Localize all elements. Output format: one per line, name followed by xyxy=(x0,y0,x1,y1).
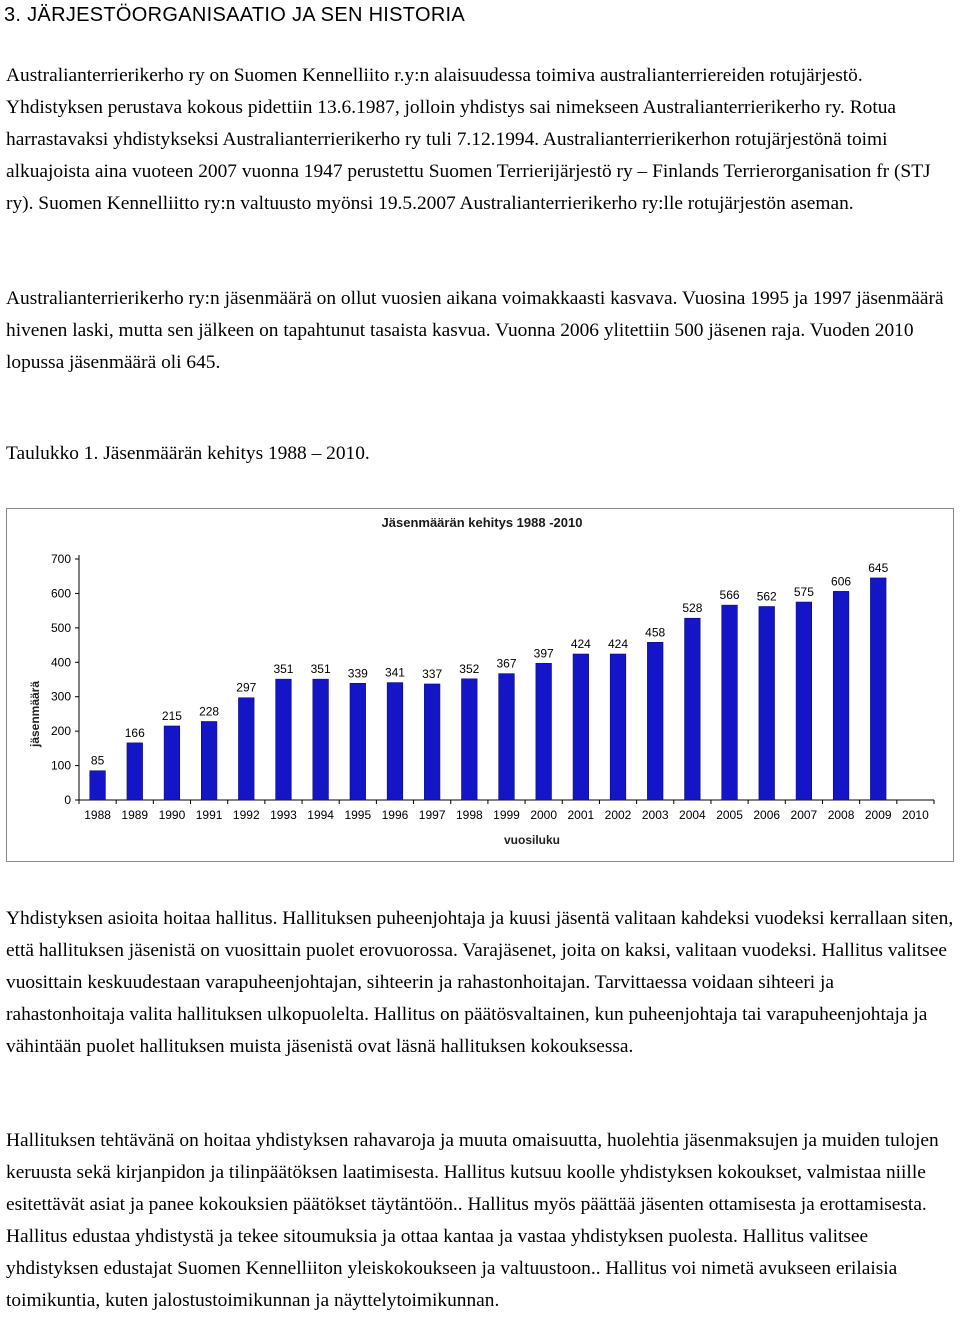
bar-value-label: 215 xyxy=(161,708,182,723)
x-tick-label: 1993 xyxy=(270,808,297,822)
bar xyxy=(647,642,663,800)
bar xyxy=(276,679,292,800)
x-tick-label: 1989 xyxy=(121,808,149,822)
x-tick-label: 2008 xyxy=(827,808,855,822)
paragraph-board: Yhdistyksen asioita hoitaa hallitus. Hallituksen puheenjohtaja ja kuusi jäsentä valitaan kahdeksi vuodeksi kerrallaan siten, että hallituksen jäsenistä on vuosittain puolet erovuorossa. Varajäsenet, joita on kaksi, valitaan vuodeksi. Hallitus valitsee vuosittain keskuudestaan varapuheenjohtajan, sihteerin ja rahastonhoitajan. Tarvittaessa voidaan sihteeri ja rahastonhoitaja valita hallituksen ulkopuolelta. Hallitus on päätösvaltainen, kun puheenjohtaja tai varapuheenjohtaja ja vähintään puolet hallituksen muista jäsenistä ovat läsnä hallituksen kokouksessa. xyxy=(6,908,954,1057)
paragraph-board-duties: Hallituksen tehtävänä on hoitaa yhdistyksen rahavaroja ja muuta omaisuutta, huolehtia jäsenmaksujen ja muiden tulojen keruusta sekä kirjanpidon ja tilinpäätöksen laatimisesta. Hallitus kutsuu koolle yhdistyksen kokoukset, valmistaa niille esitettävät asiat ja panee kokouksien päätökset täytäntöön.. Hallitus myös päättää jäsenten ottamisesta ja erottamisesta. Hallitus edustaa yhdistystä ja tekee sitoumuksia ja ottaa kantaa ja vastaa yhdistyksen puolesta. Hallitus valitsee yhdistyksen edustajat Suomen Kennelliiton yleiskokoukseen ja valtuustoon.. Hallitus voi nimetä avukseen erilaisia toimikuntia, kuten jalostustoimikunnan ja näyttelytoimikunnan. xyxy=(6,1130,939,1311)
bar xyxy=(536,663,552,800)
bar xyxy=(313,679,329,800)
bar-value-label: 397 xyxy=(533,646,554,661)
bar xyxy=(238,698,254,800)
y-tick-label: 0 xyxy=(64,793,71,807)
x-tick-label: 1996 xyxy=(381,808,409,822)
y-tick-label: 300 xyxy=(50,689,71,704)
bar xyxy=(573,654,589,800)
x-tick-label: 2010 xyxy=(902,808,929,822)
bar-value-label: 424 xyxy=(608,637,629,652)
y-tick-label: 700 xyxy=(50,552,71,566)
bar xyxy=(499,674,515,800)
x-axis-label: vuosiluku xyxy=(503,833,561,847)
table-caption: Taulukko 1. Jäsenmäärän kehitys 1988 – 2010. xyxy=(6,443,370,464)
bar-value-label: 528 xyxy=(682,601,703,616)
x-tick-label: 2001 xyxy=(567,808,595,822)
y-axis-label: jäsenmäärä xyxy=(28,680,42,748)
bar-value-label: 166 xyxy=(124,725,145,740)
bar-value-label: 337 xyxy=(422,666,443,681)
bar xyxy=(796,602,812,800)
x-tick-label: 1995 xyxy=(344,808,372,822)
x-tick-label: 2006 xyxy=(753,808,781,822)
x-tick-label: 2002 xyxy=(604,808,632,822)
y-tick-label: 400 xyxy=(50,655,71,670)
bar xyxy=(462,679,478,800)
x-tick-label: 2005 xyxy=(716,808,743,822)
bar-value-label: 566 xyxy=(719,588,740,603)
paragraph-membership: Australianterrierikerho ry:n jäsenmäärä on ollut vuosien aikana voimakkaasti kasvava. Vuosina 1995 ja 1997 jäsenmäärä hivenen laski, mutta sen jälkeen on tapahtunut tasaista kasvua. Vuonna 2006 ylitettiin 500 jäsenen raja. Vuoden 2010 lopussa jäsenmäärä oli 645. xyxy=(6,288,944,373)
bar xyxy=(90,771,106,800)
bar xyxy=(833,591,849,800)
y-tick-label: 600 xyxy=(50,586,71,601)
bar-value-label: 562 xyxy=(756,589,777,604)
bar-value-label: 424 xyxy=(570,637,591,652)
section-heading: 3. JÄRJESTÖORGANISAATIO JA SEN HISTORIA xyxy=(4,4,466,26)
x-tick-label: 2000 xyxy=(530,808,558,822)
membership-chart xyxy=(6,508,954,862)
bar xyxy=(870,578,886,800)
x-tick-label: 1997 xyxy=(418,808,446,822)
bar-value-label: 367 xyxy=(496,656,517,671)
x-tick-label: 2009 xyxy=(864,808,892,822)
bar-value-label: 352 xyxy=(459,661,480,676)
y-tick-label: 500 xyxy=(50,620,71,635)
paragraph-history: Australianterrierikerho ry on Suomen Kennelliito r.y:n alaisuudessa toimiva australianterriereiden rotujärjestö. Yhdistyksen perustava kokous pidettiin 13.6.1987, jolloin yhdistys sai nimekseen Australianterrierikerho ry. Rotua harrastavaksi yhdistykseksi Australianterrierikerho ry tuli 7.12.1994. Australianterrierikerhon rotujärjestönä toimi alkuajoista aina vuoteen 2007 vuonna 1947 perustettu Suomen Terrierijärjestö ry – Finlands Terrierorganisation fr (STJ ry). Suomen Kennelliitto ry:n valtuusto myönsi 19.5.2007 Australianterrierikerho ry:lle rotujärjestön aseman. xyxy=(6,65,931,214)
bar xyxy=(722,605,738,800)
y-tick-label: 200 xyxy=(50,724,71,739)
bar xyxy=(424,684,440,800)
bar xyxy=(387,683,403,800)
bar xyxy=(759,607,775,800)
x-tick-label: 1994 xyxy=(307,808,334,822)
bar-value-label: 85 xyxy=(90,753,105,768)
bar-value-label: 645 xyxy=(868,560,889,575)
x-tick-label: 1998 xyxy=(455,808,483,822)
bar-value-label: 606 xyxy=(831,574,852,589)
bar xyxy=(127,743,143,800)
x-tick-label: 1992 xyxy=(232,808,260,822)
bar-value-label: 228 xyxy=(199,704,220,719)
bar-value-label: 341 xyxy=(384,665,405,680)
x-tick-label: 1999 xyxy=(493,808,520,822)
bar xyxy=(164,726,180,800)
bar-value-label: 297 xyxy=(236,680,257,695)
bar xyxy=(610,654,626,800)
bar xyxy=(350,683,366,800)
bar-value-label: 339 xyxy=(347,666,368,681)
y-tick-label: 100 xyxy=(50,758,71,773)
x-tick-label: 2004 xyxy=(679,808,706,822)
x-tick-label: 1990 xyxy=(158,808,186,822)
bar xyxy=(685,618,701,800)
x-tick-label: 1991 xyxy=(195,808,223,822)
bar-value-label: 575 xyxy=(793,585,814,600)
x-tick-label: 2003 xyxy=(641,808,669,822)
bar xyxy=(201,722,217,800)
x-tick-label: 1988 xyxy=(84,808,111,822)
bar-value-label: 351 xyxy=(273,662,294,677)
x-tick-label: 2007 xyxy=(790,808,818,822)
membership-chart-svg xyxy=(7,509,953,861)
bar-value-label: 351 xyxy=(310,662,331,677)
chart-title: Jäsenmäärän kehitys 1988 -2010 xyxy=(381,515,583,530)
bar-value-label: 458 xyxy=(645,625,666,640)
